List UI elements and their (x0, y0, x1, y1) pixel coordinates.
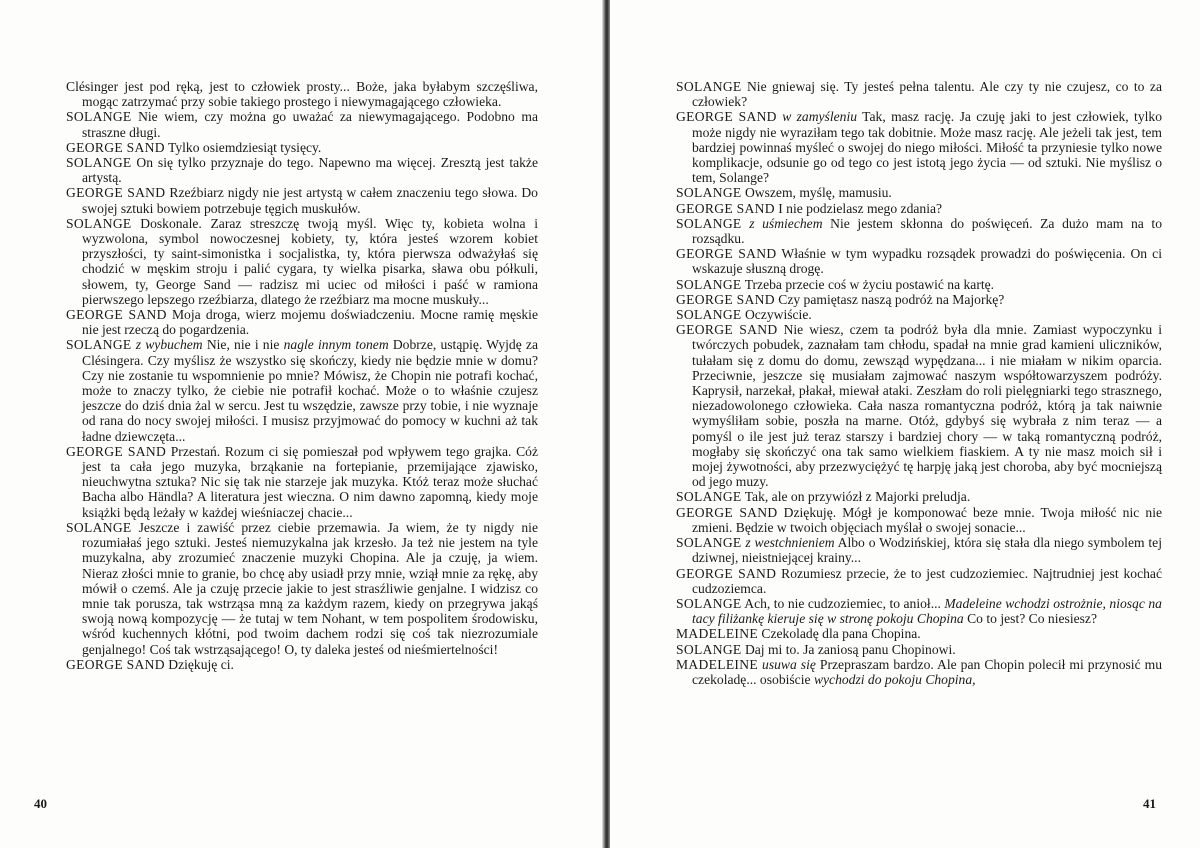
speaker-name: MADELEINE (676, 656, 758, 672)
speaker-name: GEORGE SAND (676, 291, 775, 307)
dialogue-paragraph (676, 216, 1162, 246)
stage-direction: w zamyśleniu (782, 109, 858, 125)
dialogue-paragraph (66, 155, 538, 185)
stage-direction: wychodzi do pokoju Chopina, (813, 671, 976, 687)
dialogue-text: Czy pamiętasz naszą podróż na Majorkę? (778, 291, 1005, 307)
dialogue-text: Owszem, myślę, mamusiu. (744, 185, 892, 201)
dialogue-paragraph (676, 109, 1162, 185)
speaker-name: GEORGE SAND (676, 109, 777, 125)
speaker-name: GEORGE SAND (676, 504, 778, 520)
speaker-name: SOLANGE (66, 215, 132, 231)
dialogue-text: Dziękuję ci. (168, 656, 234, 672)
speaker-name: SOLANGE (676, 489, 742, 505)
dialogue-text: Albo o Wodzińskiej, która się stała dla niego symbolem tej dziwnej, nieistniejącej krainy... (692, 535, 1162, 566)
stage-direction: z westchnieniem (745, 535, 835, 551)
dialogue-paragraph (676, 201, 1162, 216)
dialogue-text: Przestań. Rozum ci się pomieszał pod wpływem tego grajka. Cóż jest ta cała jego muzyka, brząkanie na fortepianie, przemijające zjawisko, nieuchwytna sztuka? Nic się tak nie starzeje jak muzyka. Któż teraz może słuchać Bacha albo Händla? A literatura jest wieczna. O nim dawno zapomną, kiedy moje książki będą leżały w każdej wieśniaczej chacie... (82, 443, 538, 520)
dialogue-text: Ach, to nie cudzoziemiec, to anioł... (744, 595, 941, 611)
dialogue-text: Nie, nie i nie (206, 337, 280, 353)
speaker-name: GEORGE SAND (66, 307, 167, 323)
speaker-name: SOLANGE (66, 337, 132, 353)
speaker-name: SOLANGE (676, 79, 742, 94)
dialogue-paragraph (66, 216, 538, 307)
speaker-name: SOLANGE (66, 519, 132, 535)
dialogue-text: Przepraszam bardzo. Ale pan Chopin polecił mi przynosić mu czekoladę... osobiście (692, 656, 1163, 687)
dialogue-paragraph (676, 535, 1162, 565)
dialogue-paragraph (676, 566, 1162, 596)
dialogue-text: On się tylko przyznaje do tego. Napewno ma więcej. Zresztą jest także artystą. (82, 155, 538, 186)
stage-direction: z wybuchem (135, 337, 203, 353)
dialogue-paragraph (676, 185, 1162, 200)
dialogue-text: Dobrze, ustąpię. Wyjdę za Clésingera. Czy myślisz że wszystko się skończy, kiedy nie będzie mnie w domu? Czy nie zostanie tu wspomnienie po mnie? Mówisz, że Chopin nie potrafi kochać, może to znaczy tylko, że ciebie nie potrafił kochać. Może o to właśnie czujesz jeszcze do dziś dnia żal w sercu. Jest tu wszędzie, zawsze przy tobie, i nie wyznaje od rana do nocy swojej miłości. I musisz przyjmować do pomocy w kuchni aż tak ładne dziewczęta... (82, 337, 538, 444)
speaker-name: SOLANGE (676, 595, 742, 611)
left-page-text (66, 79, 538, 672)
dialogue-text: Nie jestem skłonna do poświęceń. Za dużo mam na to rozsądku. (692, 215, 1162, 247)
dialogue-text: Czekoladę dla pana Chopina. (761, 626, 921, 642)
speaker-name: SOLANGE (676, 641, 742, 657)
dialogue-paragraph (66, 444, 538, 520)
dialogue-text: Co to jest? Co niesiesz? (967, 611, 1097, 627)
dialogue-text: Jeszcze i zawiść przez ciebie przemawia. Ja wiem, że ty nigdy nie rozumiałaś jego sztuki. Jesteś niemuzykalna jak krzesło. Ja też nie jestem na tyle muzykalna, aby zrozumieć znaczenie muzyki Chopina. Ale ja czuję, ja wiem. Nieraz złości mnie to granie, bo chcę aby usiadł przy mnie, wziął mnie za rękę, aby mówił o czemś. Ale ja czuję przecie jakie to jest strasźliwie genjalne. I widzisz co mnie tak porusza, tak wstrząsa mną za każdym razem, kiedy on przegrywa jakąś swoją nową kompozycję — że tutaj w tem Nohant, w tem pospolitem środowisku, wśród kuchennych kłótni, pod twoim dachem rodzi się coś tak niezrozumiale genjalnego! Coś tak wstrząsającego! O, ty daleka jesteś od nieśmiertelności! (82, 519, 538, 657)
speaker-name: SOLANGE (66, 109, 132, 125)
dialogue-text: Doskonale. Zaraz streszczę twoją myśl. Więc ty, kobieta wolna i wyzwolona, symbol nowoczesnej kobiety, ty, która jesteś wzorem kobiet przyszłości, ty saint-simonistka i socjalistka, ty, która pierwsza odważyłaś się chodzić w męskim stroju i palić cygara, ty wielka pisarka, sława obu półkuli, słowem, ty, George Sand — radzisz mi uciec od miłości i paść w ramiona pierwszego lepszego rzeźbiarza, dlatego że rzeźbiarz ma mocne muskuły... (82, 215, 539, 307)
dialogue-paragraph (66, 307, 538, 337)
dialogue-paragraph (676, 79, 1162, 109)
dialogue-paragraph (676, 596, 1162, 626)
speaker-name: SOLANGE (676, 215, 742, 231)
dialogue-text: Tak, ale on przywiózł z Majorki preludja. (744, 489, 971, 505)
dialogue-text: Trzeba przecie coś w życiu postawić na kartę. (744, 276, 995, 292)
dialogue-text: Nie wiem, czy można go uważać za niewymagającego. Podobno ma straszne długi. (82, 109, 538, 140)
speaker-name: GEORGE SAND (676, 246, 777, 262)
stage-direction: Madeleine wchodzi ostrożnie, niosąc na tacy filiżankę kieruje się w stronę pokoju Chopina (692, 595, 1162, 627)
stage-direction: nagle innym tonem (283, 337, 389, 353)
dialogue-paragraph (676, 322, 1162, 489)
dialogue-paragraph (676, 505, 1162, 535)
dialogue-text: Oczywiście. (744, 307, 812, 323)
dialogue-text: I nie podzielasz mego zdania? (778, 200, 943, 216)
dialogue-text: Dziękuję. Mógł je komponować beze mnie. Twoja miłość nic nie zmieni. Będzie w twoich objęciach myślał o swojej sonacie... (692, 504, 1162, 535)
dialogue-text: Moja droga, wierz mojemu doświadczeniu. Mocne ramię męskie nie jest rzeczą do pogardzenia. (82, 307, 538, 338)
left-page-number: 40 (34, 796, 47, 811)
speaker-name: GEORGE SAND (66, 139, 165, 155)
speaker-name: GEORGE SAND (676, 322, 778, 338)
dialogue-paragraph (66, 79, 538, 109)
speaker-name: GEORGE SAND (66, 443, 167, 459)
dialogue-text: Nie gniewaj się. Ty jesteś pełna talentu. Ale czy ty nie czujesz, co to za człowiek? (692, 79, 1162, 110)
dialogue-paragraph (676, 626, 1162, 641)
dialogue-paragraph (676, 307, 1162, 322)
stage-direction: z uśmiechem (749, 215, 823, 231)
speaker-name: GEORGE SAND (676, 565, 777, 581)
dialogue-paragraph (66, 185, 538, 215)
dialogue-paragraph (676, 246, 1162, 276)
dialogue-text: Nie wiesz, czem ta podróż była dla mnie. Zamiast wypoczynku i twórczych pobudek, zaznałam tam chłodu, spadał na mnie grad kamieni uliczników, tułałam się z domu do domu, zewsząd wypędzana... i nie miałam w nikim oparcia. Przeciwnie, jeszcze się musiałam zajmować naszym współtowarzyszem podróży. Kaprysił, narzekał, płakał, miewał ataki. Zeszłam do roli pielęgniarki tego strasznego, niezadowolonego człowieka. Cała nasza romantyczna podróż, którą ja tak naiwnie wymyśliłam sobie, poszła na marne. Otóż, gdybyś się wybrała z nim teraz — a pomyśl o ile jest już teraz starszy i bardziej chory — w taką romantyczną podróż, mogłaby się skończyć ona tak samo wielkiem fiaskiem. A ty nie masz moich sił i mojej żywotności, aby przezwyciężyć tę harpję jaką jest choroba, aby być mocniejszą od jego muzy. (692, 322, 1162, 490)
dialogue-text: Clésinger jest pod ręką, jest to człowiek prosty... Boże, jaka byłabym szczęśliwa, mogąc zatrzymać przy sobie takiego prostego i niewymagającego człowieka. (66, 79, 538, 110)
speaker-name: SOLANGE (676, 185, 742, 201)
dialogue-paragraph (66, 657, 538, 672)
dialogue-paragraph (66, 337, 538, 443)
right-page (610, 0, 1200, 848)
speaker-name: SOLANGE (676, 307, 742, 323)
dialogue-paragraph (66, 520, 538, 657)
speaker-name: GEORGE SAND (66, 185, 166, 201)
stage-direction: usuwa się (762, 656, 816, 672)
right-page-number: 41 (1143, 796, 1156, 811)
dialogue-text: Tak, masz rację. Ja czuję jaki to jest człowiek, tylko może nigdy nie wyraziłam tego tak dobitnie. Może masz rację. Ale jeżeli tak jest, tem bardziej powinnaś myśleć o swojej do niego miłości. Miłość ta przyniesie tylko nowe komplikacje, odsunie go od tego co jest istotą jego życia — od sztuki. Nie myślisz o tem, Solange? (692, 109, 1162, 186)
dialogue-paragraph (676, 277, 1162, 292)
dialogue-text: Daj mi to. Ja zaniosą panu Chopinowi. (744, 641, 956, 657)
speaker-name: GEORGE SAND (66, 656, 165, 672)
speaker-name: SOLANGE (676, 276, 742, 292)
right-page-text (676, 79, 1162, 687)
dialogue-paragraph (66, 140, 538, 155)
speaker-name: SOLANGE (66, 155, 132, 171)
speaker-name: SOLANGE (676, 535, 742, 551)
dialogue-text: Rzeźbiarz nigdy nie jest artystą w całem znaczeniu tego słowa. Do swojej sztuki bowiem potrzebuje tęgich muskułów. (82, 185, 538, 216)
dialogue-text: Tylko osiemdziesiąt tysięcy. (168, 139, 322, 155)
speaker-name: GEORGE SAND (676, 200, 775, 216)
dialogue-paragraph (676, 489, 1162, 504)
dialogue-paragraph (676, 292, 1162, 307)
dialogue-paragraph (676, 657, 1162, 687)
speaker-name: MADELEINE (676, 626, 758, 642)
dialogue-paragraph (66, 109, 538, 139)
dialogue-text: Rozumiesz przecie, że to jest cudzoziemiec. Najtrudniej jest kochać cudzoziemca. (692, 565, 1162, 596)
dialogue-paragraph (676, 642, 1162, 657)
dialogue-text: Właśnie w tym wypadku rozsądek prowadzi do poświęcenia. On ci wskazuje słuszną drogę. (692, 246, 1162, 277)
